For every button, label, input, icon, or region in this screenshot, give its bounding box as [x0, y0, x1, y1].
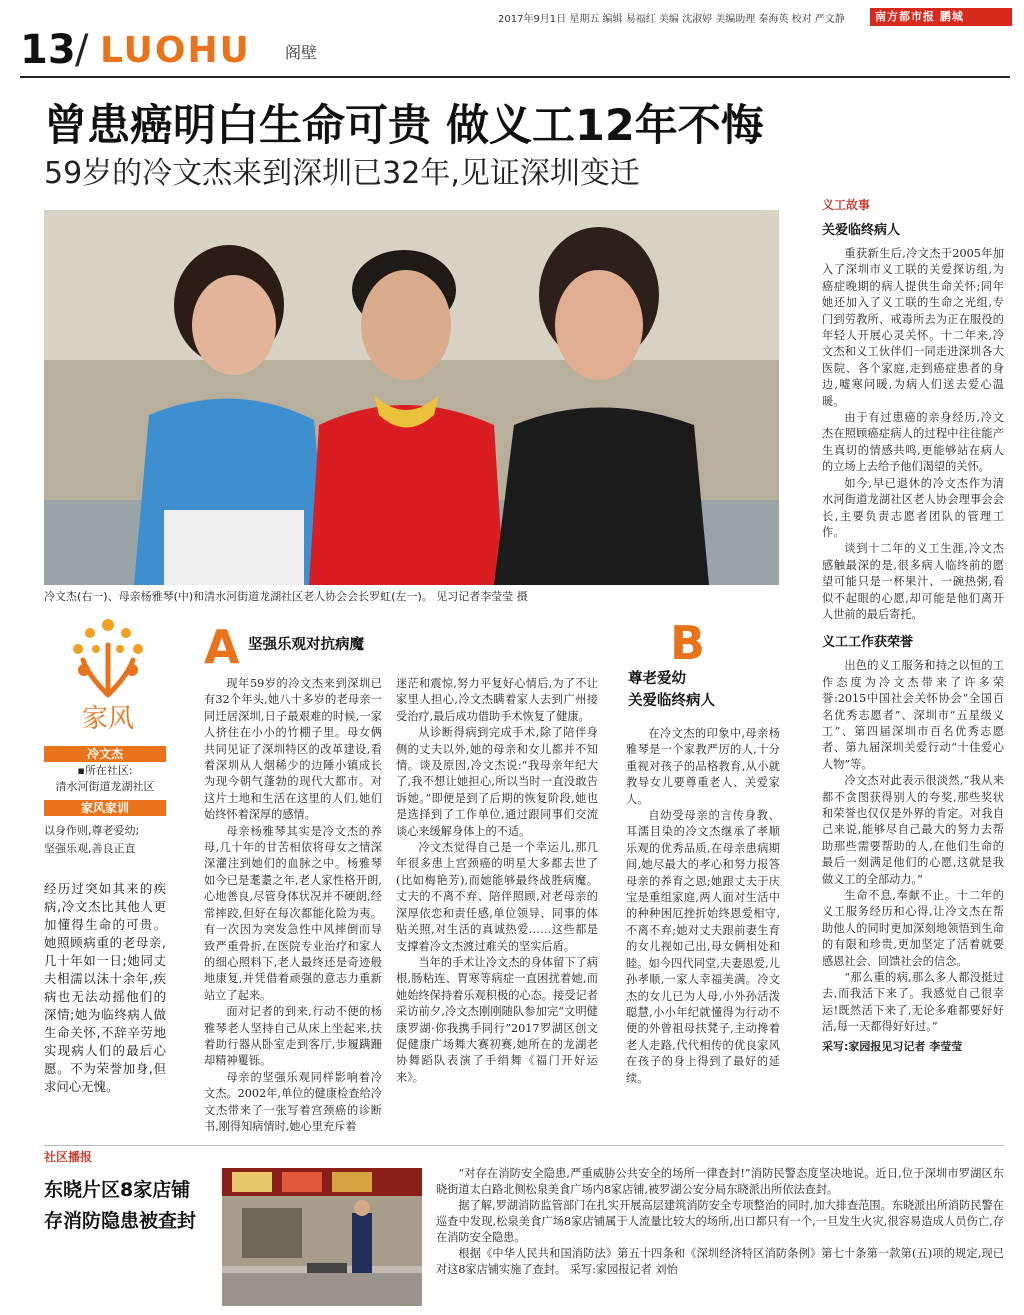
profile-name: 冷文杰 [44, 746, 166, 762]
section-b-letter: B [670, 616, 706, 670]
bottom-kicker: 社区播报 [44, 1150, 93, 1164]
bottom-headline-line: 东晓片区8家店铺 [44, 1179, 191, 1201]
paragraph: 从诊断得病到完成手术,除了陪伴身侧的丈夫以外,她的母亲和女儿都并不知情。谈及原因,冷文杰说:“我母亲年纪大了,我不想让她担心,所以当时一直没敢告诉她。”即便是到了后期的恢复阶段,她也是选择到了工作单位,通过跟同事们交流谈心来缓解身体上的不适。 [396, 726, 598, 838]
community-info [44, 763, 166, 795]
paragraph: 现年59岁的冷文杰来到深圳已有32个年头,她八十多岁的老母亲一同迁居深圳,日子最艰难的时候,一家人挤住在小小的竹棚子里。母女俩共同见证了深圳特区的改革建设,看着深圳从人烟稀少的边陲小镇成长为现今朝气蓬勃的现代大都市。对这片土地和生活在这里的人们,她们始终怀着深厚的感情。 [204, 677, 382, 822]
family-emblem [58, 615, 158, 735]
community-label: ▪所在社区: [77, 764, 133, 777]
section-a-title: 坚强乐观对抗病魔 [248, 637, 364, 653]
section-b-body [626, 726, 780, 1087]
motto-line: 以身作则,尊老爱幼; [44, 824, 140, 837]
paragraph: 在冷文杰的印象中,母亲杨雅琴是一个家教严厉的人,十分重视对孩子的品格教育,从小就教导女儿要尊重老人、关爱家人。 [626, 727, 780, 806]
district-name: 阁壁 [285, 43, 318, 62]
right-body-1 [822, 246, 1004, 623]
paragraph: 面对记者的到来,行动不便的杨雅琴老人坚持自己从床上坐起来,扶着助行器从卧室走到客厅,步履蹒跚却精神矍铄。 [204, 1005, 382, 1068]
right-byline: 采写:家园报见习记者 李莹莹 [822, 1039, 963, 1053]
paragraph: “那么重的病,那么多人都没挺过去,而我活下来了。我感觉自己很幸运!既然活下来了,无论多难都要好好活,每一天都得好好过。” [822, 971, 1004, 1034]
motto-line: 坚强乐观,善良正直 [44, 842, 136, 855]
newspaper-logo: 南方都市报 鹏城 [870, 8, 1012, 26]
right-body-2 [822, 658, 1004, 1035]
section-b-title-2: 关爱临终病人 [628, 693, 715, 709]
right-title-1: 关爱临终病人 [822, 223, 901, 238]
right-title-2: 义工工作获荣誉 [822, 635, 914, 651]
emblem-label: 家风 [81, 704, 135, 734]
family-motto [44, 822, 166, 858]
header-rule [20, 76, 1010, 78]
section-a-letter: A [204, 620, 240, 674]
subheadline: 59岁的冷文杰来到深圳已32年,见证深圳变迁 [44, 156, 640, 191]
paragraph: 母亲的坚强乐观同样影响着冷文杰。2002年,单位的健康检查给冷文杰带来了一张写着宫颈癌的诊断书,刚得知病情时,她心里充斥着 [204, 1070, 382, 1133]
paragraph: 谈到十二年的义工生涯,冷文杰感触最深的是,很多病人临终前的愿望可能只是一杯果汁、一碗热粥,看似不起眼的心愿,却可能是他们离开人世前的最后寄托。 [822, 542, 1004, 621]
paragraph: 母亲杨雅琴其实是冷文杰的养母,几十年的甘苦相依将母女之情深深灌注到她们的血脉之中。杨雅琴如今已是耄耋之年,老人家性格开朗,心地善良,尽管身体状况并不硬朗,经常摔跤,但好在每次都能化险为夷。有一次因为突发急性中风摔倒而导致严重骨折,在医院专业治疗和家人的细心照料下,老人最终还是奇迹般地康复,并凭借着顽强的意志力重新站立了起来。 [204, 824, 382, 1002]
paragraph: 当年的手术让冷文杰的身体留下了病根,肠粘连、胃寒等病症一直困扰着她,而她始终保持着乐观积极的心态。接受记者采访前夕,冷文杰刚刚随队参加完“文明健康罗湖·你我携手同行”2017罗湖区创文促健康广场舞大赛初赛,她所在的龙湖老协舞蹈队表演了手绢舞《福门开好运来》。 [396, 955, 598, 1084]
paragraph: 迷茫和震惊,努力平复好心情后,为了不让家里人担心,冷文杰瞒着家人去到广州接受治疗,最后成功借助手术恢复了健康。 [396, 677, 598, 723]
header-info: 2017年9月1日 星期五 编辑 易福红 美编 沈淑婷 美编助理 秦海英 校对 严文静 [498, 14, 845, 25]
bottom-body [436, 1166, 1004, 1278]
section-b-title-1: 尊老爱幼 [628, 671, 686, 687]
paragraph: 自幼受母亲的言传身教、耳濡目染的冷文杰继承了孝顺乐观的优秀品质,在母亲患病期间,她尽最大的孝心和努力报答母亲的养育之恩;她跟丈夫于庆宝是重组家庭,两人面对生活中的种种困厄挫折始终恩爱相守,不离不弃;她对丈夫跟前妻生育的女儿视如己出,母女俩相处和睦。如今四代同堂,夫妻恩爱,儿孙孝顺,一家人幸福美满。冷文杰的女儿已为人母,小外孙活泼聪慧,小小年纪就懂得为行动不便的外曾祖母扶凳子,主动搀着老人走路,代代相传的优良家风在孩子的身上得到了最好的延续。 [626, 809, 780, 1085]
sidebar-summary: 经历过突如其来的疾病,冷文杰比其他人更加懂得生命的可贵。她照顾病重的老母亲,几十年如一日;她同丈夫相濡以沫十余年,疾病也无法动摇他们的深情;她为临终病人做生命关怀,不辞辛劳地实现病人们的最后心愿。不为荣誉加身,但求问心无愧。 [44, 881, 166, 1094]
paragraph: 出色的义工服务和持之以恒的工作态度为冷文杰带来了许多荣誉:2015中国社会关怀协会“全国百名优秀志愿者”、深圳市“五星级义工”、第四届深圳市百名优秀志愿者、第九届深圳关爱行动“十佳爱心人物”等。 [822, 659, 1004, 771]
paragraph: 据了解,罗湖消防监管部门在扎实开展高层建筑消防安全专项整治的同时,加大排查范围。东晓派出所消防民警在巡查中发现,松泉美食广场8家店铺属于人流量比较大的场所,出口都只有一个,一旦发生火灾,很容易造成人员伤亡,存在消防安全隐患。 [436, 1199, 1004, 1244]
section-name: LUOHU [100, 30, 251, 71]
paragraph: 重获新生后,冷文杰于2005年加入了深圳市义工联的关爱探访组,为癌症晚期的病人提供生命关怀;同年她还加入了义工联的生命之光组,专门到劳教所、戒毒所去为正在服役的年轻人开展心灵关怀。十二年来,冷文杰和义工伙伴们一同走进深圳各大医院、各个家庭,走到癌症患者的身边,嘘寒问暖,为病人们送去爱心温暖。 [822, 247, 1004, 408]
paragraph: 根据《中华人民共和国消防法》第五十四条和《深圳经济特区消防条例》第七十条第一款第(五)项的规定,现已对这8家店铺实施了查封。 采写:家园报记者 刘怡 [436, 1247, 1004, 1276]
bottom-rule [44, 1145, 1004, 1146]
section-a-col-1 [204, 676, 382, 1135]
headline: 曾患癌明白生命可贵 做义工12年不悔 [44, 101, 764, 151]
paragraph: 冷文杰觉得自己是一个幸运儿,那几年很多患上宫颈癌的明星大多都去世了(比如梅艳芳),而她能够最终战胜病魔。丈夫的不离不弃、陪伴照顾,对老母亲的深厚依恋和责任感,单位领导、同事的体贴关照,对生活的真诚热爱……这些都是支撑着冷文杰渡过难关的坚实后盾。 [396, 841, 598, 953]
paragraph: 由于有过患癌的亲身经历,冷文杰在照顾癌症病人的过程中往往能产生真切的情感共鸣,更能够站在病人的立场上去给予他们渴望的关怀。 [822, 411, 1004, 474]
motto-label: 家风家训 [44, 800, 166, 816]
section-a-col-2 [396, 676, 598, 1086]
photo-caption: 冷文杰(右一)、母亲杨雅琴(中)和清水河街道龙湖社区老人协会会长罗虹(左一)。 见习记者李莹莹 摄 [44, 590, 528, 603]
right-column [822, 196, 1004, 1054]
bottom-headline-line: 存消防隐患被查封 [44, 1210, 197, 1232]
main-photo [44, 210, 779, 585]
page-number: 13 [20, 27, 76, 73]
paragraph: 如今,早已退休的冷文杰作为清水河街道龙湖社区老人协会理事会会长,主要负责志愿者团队的管理工作。 [822, 476, 1004, 539]
community-name: 清水河街道龙湖社区 [55, 780, 155, 793]
page-slash: / [75, 27, 89, 73]
paragraph: 生命不息,奉献不止。十二年的义工服务经历和心得,让冷文杰在帮助他人的同时更加深刻地领悟到生命的有限和珍贵,更加坚定了活着就要感恩社会、回馈社会的信念。 [822, 889, 1004, 968]
tree-icon [58, 615, 158, 735]
bottom-headline [44, 1175, 216, 1237]
shop-photo [222, 1168, 422, 1306]
right-kicker-1: 义工故事 [822, 198, 871, 212]
shop-photo-illustration [222, 1168, 422, 1306]
paragraph: “对存在消防安全隐患,严重威胁公共安全的场所一律查封!”消防民警态度坚决地说。近日,位于深圳市罗湖区东晓街道太白路北侧松泉美食广场内8家店铺,被罗湖公安分局东晓派出所依法查封。 [436, 1167, 1004, 1196]
paragraph: 冷文杰对此表示很淡然,“我从来都不贪图获得别人的夸奖,那些奖状和荣誉也仅仅是外界的肯定。对我自己来说,能够尽自己最大的努力去帮助那些需要帮助的人,在他们生命的最后一刻满足他们的心愿,这就是我做义工的全部动力。” [822, 774, 1004, 886]
main-photo-illustration [44, 210, 779, 585]
